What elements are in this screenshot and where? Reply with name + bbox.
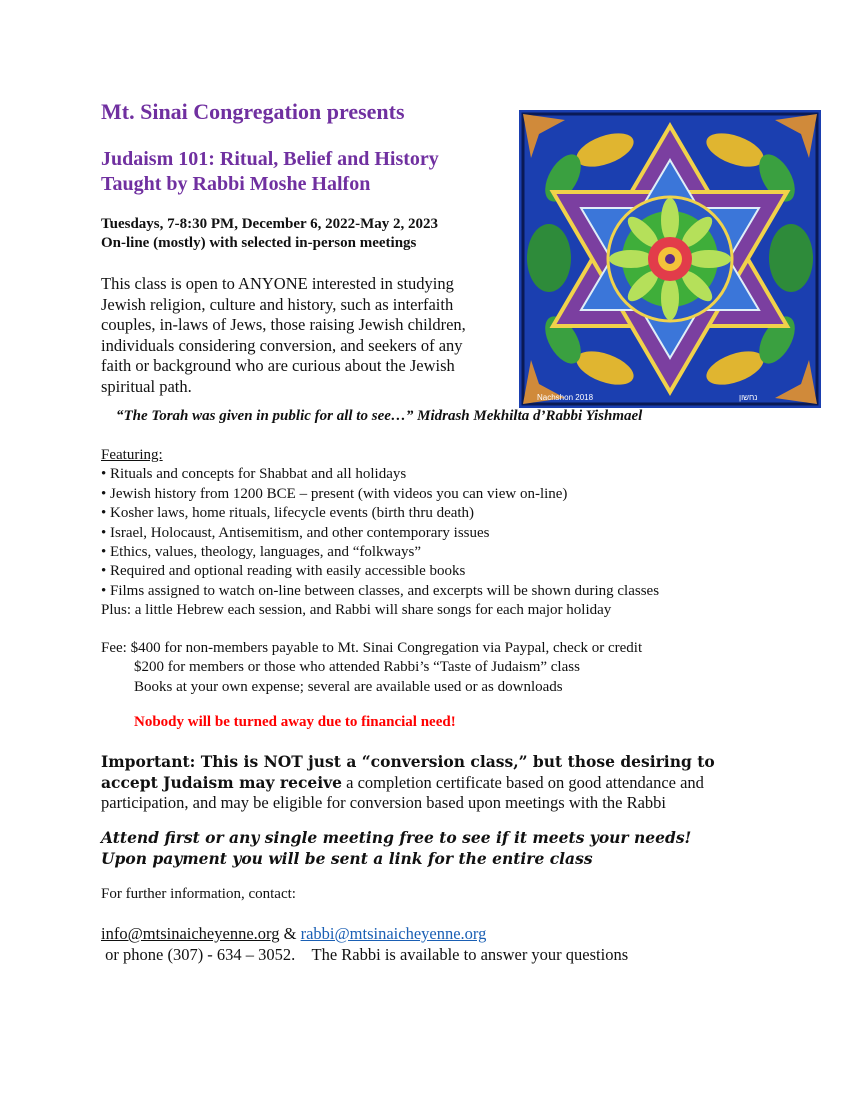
important-paragraph (101, 752, 715, 814)
phone-line: or phone (307) - 634 – 3052. The Rabbi is available to answer your questions (101, 944, 629, 964)
feature-item: • Rituals and concepts for Shabbat and all holidays (101, 466, 407, 483)
fee-line-members: $200 for members or those who attended Rabbi’s “Taste of Judaism” class (134, 659, 580, 676)
attend-line-2: Upon payment you will be sent a link for the entire class (101, 848, 593, 868)
rabbi-email-link[interactable]: rabbi@mtsinaicheyenne.org (300, 924, 487, 943)
intro-line: spiritual path. (101, 376, 192, 396)
inner-mandala (608, 197, 732, 321)
class-title: Judaism 101: Ritual, Belief and History (101, 148, 439, 170)
schedule-format: On-line (mostly) with selected in-person meetings (101, 235, 417, 251)
attend-line-1: Attend first or any single meeting free to see if it meets your needs! (101, 828, 692, 847)
presents-heading: Mt. Sinai Congregation presents (101, 99, 405, 124)
featuring-heading: Featuring: (101, 447, 163, 463)
class-title-block (101, 147, 439, 197)
feature-item: • Jewish history from 1200 BCE – present (with videos you can view on-line) (101, 485, 568, 502)
feature-item: • Israel, Holocaust, Antisemitism, and other contemporary issues (101, 524, 490, 541)
intro-line: This class is open to ANYONE interested in studying (101, 274, 454, 293)
fee-line-nonmembers: Fee: $400 for non-members payable to Mt. Sinai Congregation via Paypal, check or credit (101, 640, 643, 656)
contact-block (101, 924, 628, 965)
intro-line: faith or background who are curious about the Jewish (101, 356, 455, 375)
schedule-block (101, 215, 438, 253)
attend-free-note (101, 828, 691, 869)
important-line-2-bold: accept Judaism may receive (101, 772, 342, 792)
intro-line: individuals considering conversion, and seekers of any (101, 335, 463, 355)
intro-line: couples, in-laws of Jews, those raising Jewish children, (101, 315, 466, 334)
email-separator: & (279, 924, 301, 943)
financial-need-notice: Nobody will be turned away due to financial need! (134, 714, 456, 730)
contact-label: For further information, contact: (101, 886, 296, 902)
feature-item: • Ethics, values, theology, languages, and “folkways” (101, 544, 422, 561)
feature-item: • Films assigned to watch on-line between classes, and excerpts will be shown during classes (101, 582, 660, 599)
intro-line: Jewish religion, culture and history, such as interfaith (101, 294, 454, 314)
info-email-link[interactable]: info@mtsinaicheyenne.org (101, 924, 280, 943)
featuring-section (101, 446, 659, 621)
fee-line-books: Books at your own expense; several are available used or as downloads (134, 678, 563, 695)
important-line-1: Important: This is NOT just a “conversion class,” but those desiring to (101, 752, 715, 771)
artwork-signature-right: נחשון (739, 393, 758, 402)
feature-item: • Kosher laws, home rituals, lifecycle events (birth thru death) (101, 505, 475, 522)
feature-item: • Required and optional reading with easily accessible books (101, 563, 466, 580)
midrash-quote: “The Torah was given in public for all to see…” Midrash Mekhilta d’Rabbi Yishmael (116, 408, 643, 424)
mandala-artwork (519, 110, 821, 408)
important-line-2-rest: a completion certificate based on good attendance and (342, 772, 704, 792)
teacher-line: Taught by Rabbi Moshe Halfon (101, 173, 371, 195)
important-line-3: participation, and may be eligible for conversion based upon meetings with the Rabbi (101, 793, 666, 812)
artwork-signature-left: Nachshon 2018 (537, 393, 594, 402)
intro-paragraph (101, 274, 511, 397)
schedule-dates: Tuesdays, 7-8:30 PM, December 6, 2022-May 2, 2023 (101, 216, 439, 232)
featuring-plus: Plus: a little Hebrew each session, and Rabbi will share songs for each major holiday (101, 602, 612, 619)
fee-section (101, 639, 642, 697)
